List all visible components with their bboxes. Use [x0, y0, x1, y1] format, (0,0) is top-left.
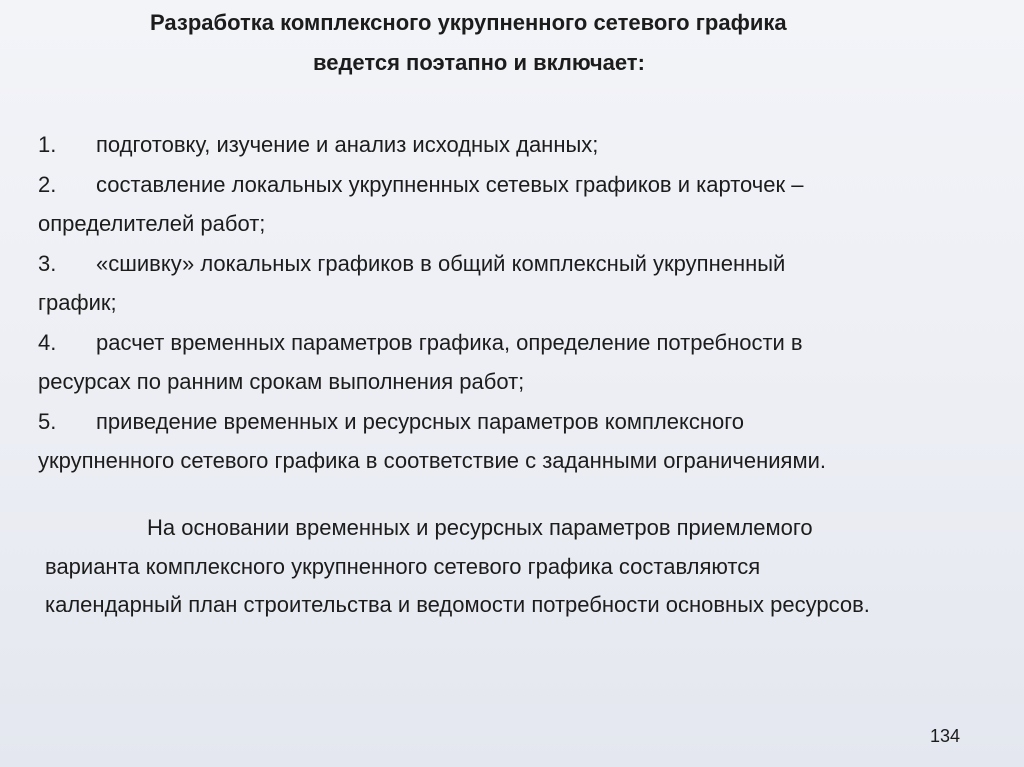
slide-title-line-1: Разработка комплексного укрупненного сетевого графика — [150, 10, 787, 35]
list-item — [38, 323, 998, 402]
list-item-number: 3. — [38, 250, 57, 276]
paragraph-line: календарный план строительства и ведомости потребности основных ресурсов. — [45, 592, 870, 617]
list-item-text: составление локальных укрупненных сетевых графиков и карточек – — [96, 171, 804, 197]
list-item — [38, 402, 998, 481]
list-item — [38, 165, 998, 244]
list-item-text: подготовку, изучение и анализ исходных данных; — [96, 132, 599, 157]
list-item-continuation: график; — [38, 290, 117, 315]
steps-list — [38, 125, 998, 481]
paragraph-line: варианта комплексного укрупненного сетевого графика составляются — [45, 553, 761, 579]
conclusion-paragraph — [45, 509, 1024, 625]
paragraph-line: На основании временных и ресурсных параметров приемлемого — [147, 515, 813, 540]
list-item-text: расчет временных параметров графика, определение потребности в — [96, 329, 803, 355]
list-item — [38, 125, 998, 165]
list-item-text: приведение временных и ресурсных параметров комплексного — [96, 408, 745, 434]
list-item-number: 2. — [38, 171, 57, 197]
list-item-number: 5. — [38, 408, 57, 434]
page-number: 134 — [930, 726, 961, 746]
list-item-text: «сшивку» локальных графиков в общий комплексный укрупненный — [96, 250, 786, 276]
list-item-continuation: ресурсах по ранним срокам выполнения работ; — [38, 369, 525, 394]
list-item-number: 4. — [38, 329, 57, 355]
list-item-continuation: определителей работ; — [38, 211, 266, 236]
list-item — [38, 244, 998, 323]
list-item-number: 1. — [38, 132, 57, 157]
slide-title-line-2: ведется поэтапно и включает: — [313, 50, 645, 75]
list-item-continuation: укрупненного сетевого графика в соответствие с заданными ограничениями. — [38, 448, 826, 473]
